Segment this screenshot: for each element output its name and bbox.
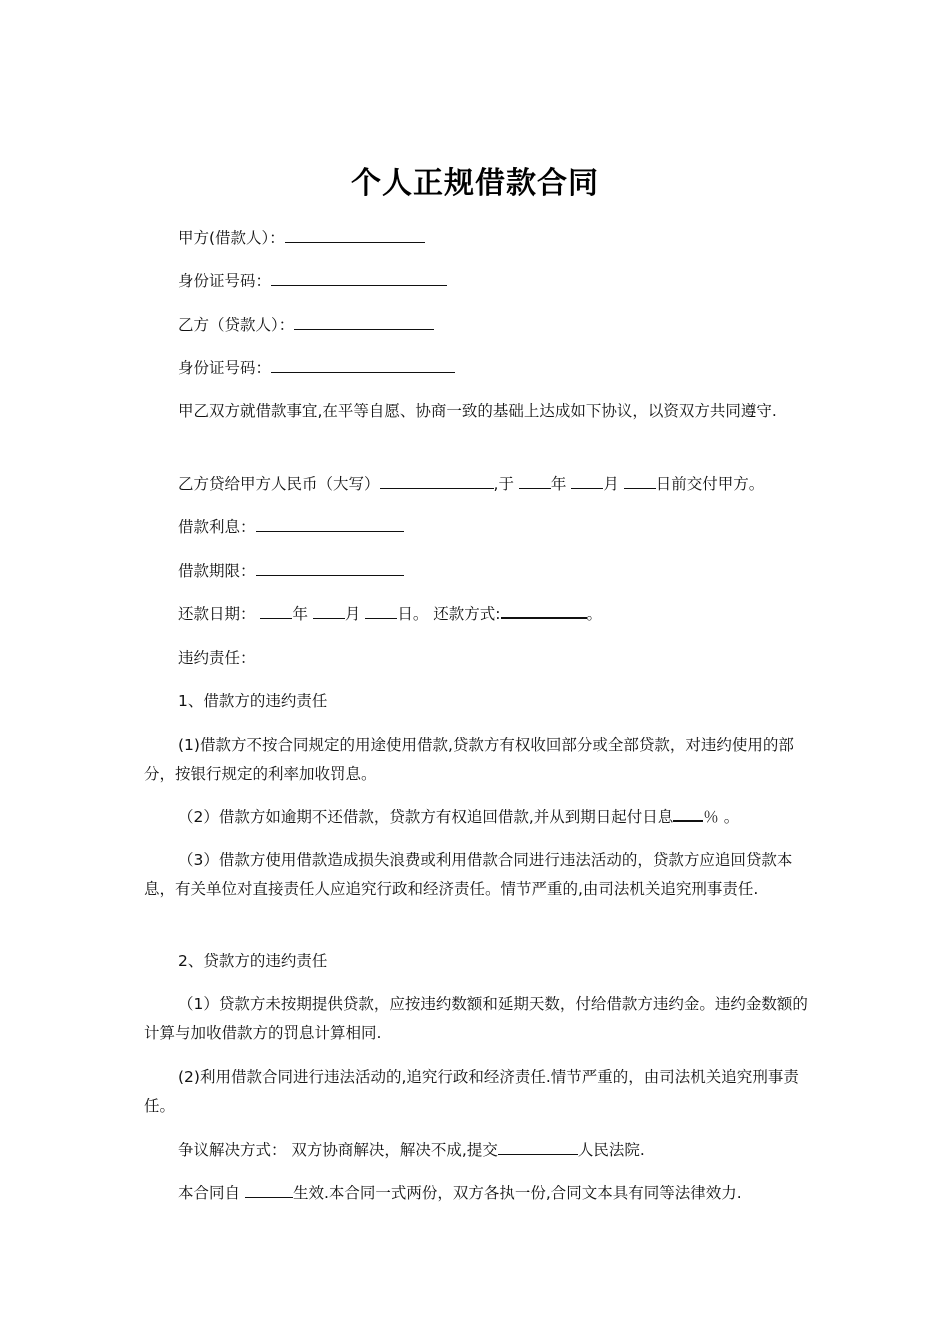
loan-day-blank[interactable] xyxy=(624,474,656,489)
interest-blank[interactable] xyxy=(256,517,404,532)
effect-line xyxy=(144,1179,808,1208)
party-b-label: 乙方（贷款人）： xyxy=(178,316,295,334)
party-b-id-label: 身份证号码： xyxy=(178,359,272,377)
effect-suffix: 生效.本合同一式两份，双方各执一份,合同文本具有同等法律效力. xyxy=(292,1184,742,1202)
dispute-prefix: 争议解决方式： 双方协商解决，解决不成,提交 xyxy=(178,1141,498,1159)
section-2-heading: 2、贷款方的违约责任 xyxy=(178,952,328,970)
loan-year-blank[interactable] xyxy=(519,474,551,489)
party-b-id-blank[interactable] xyxy=(271,358,455,373)
loan-amount-line xyxy=(144,470,808,499)
breach-heading: 违约责任： xyxy=(178,649,256,667)
repay-year-blank[interactable] xyxy=(260,604,292,619)
party-a-id-line xyxy=(144,267,808,296)
dispute-suffix: 人民法院. xyxy=(577,1141,645,1159)
daily-interest-blank[interactable] xyxy=(673,806,703,822)
repay-month-label: 月 xyxy=(344,605,361,623)
repay-line xyxy=(144,600,808,629)
term-blank[interactable] xyxy=(256,561,404,576)
party-b-line xyxy=(144,311,808,340)
party-b-id-line xyxy=(144,354,808,383)
repay-day-blank[interactable] xyxy=(365,604,397,619)
repay-year-label: 年 xyxy=(292,605,308,623)
interest-line xyxy=(144,513,808,542)
party-a-id-label: 身份证号码： xyxy=(178,272,272,290)
party-a-line xyxy=(144,224,808,253)
party-b-blank[interactable] xyxy=(294,315,434,330)
party-a-id-blank[interactable] xyxy=(271,271,447,286)
loan-month-blank[interactable] xyxy=(571,474,603,489)
term-label: 借款期限： xyxy=(178,562,256,580)
section-1-item-2 xyxy=(144,803,808,832)
section-2-item-2: (2)利用借款合同进行违法活动的,追究行政和经济责任.情节严重的，由司法机关追究刑事责任。 xyxy=(144,1068,799,1115)
loan-year-label: 年 xyxy=(550,475,567,493)
section-1-item-1: (1)借款方不按合同规定的用途使用借款,贷款方有权收回部分或全部贷款，对违约使用的部分，按银行规定的利率加收罚息。 xyxy=(144,736,794,783)
loan-day-label: 日前交付甲方。 xyxy=(655,475,765,493)
intro-paragraph: 甲乙双方就借款事宜,在平等自愿、协商一致的基础上达成如下协议，以资双方共同遵守. xyxy=(178,402,777,420)
section-1-item-3: （3）借款方使用借款造成损失浪费或利用借款合同进行违法活动的，贷款方应追回贷款本息，有关单位对直接责任人应追究行政和经济责任。情节严重的,由司法机关追究刑事责任. xyxy=(144,851,793,898)
loan-amount-blank[interactable] xyxy=(380,474,494,489)
term-line xyxy=(144,557,808,586)
loan-prefix: 乙方贷给甲方人民币（大写） xyxy=(178,475,380,493)
repay-end: 。 xyxy=(586,605,603,623)
section-2-item-1: （1）贷款方未按期提供贷款，应按违约数额和延期天数，付给借款方违约金。违约金数额的计算与加收借款方的罚息计算相同. xyxy=(144,995,808,1042)
s1-item2-prefix: （2）借款方如逾期不还借款，贷款方有权追回借款,并从到期日起付日息 xyxy=(178,808,674,826)
repay-month-blank[interactable] xyxy=(313,604,345,619)
page-title: 个人正规借款合同 xyxy=(351,166,599,201)
party-a-blank[interactable] xyxy=(285,228,425,243)
repay-day-label: 日。 还款方式: xyxy=(397,605,501,623)
dispute-line xyxy=(144,1136,808,1165)
section-1-heading: 1、借款方的违约责任 xyxy=(178,692,328,710)
loan-month-label: 月 xyxy=(603,475,619,493)
loan-yu: ,于 xyxy=(493,475,514,493)
repay-method-blank[interactable] xyxy=(501,603,587,619)
effect-prefix: 本合同自 xyxy=(178,1184,245,1202)
interest-label: 借款利息： xyxy=(178,518,256,536)
court-blank[interactable] xyxy=(498,1140,578,1155)
repay-prefix: 还款日期： xyxy=(178,605,256,623)
s1-item2-suffix: ％ 。 xyxy=(703,808,740,826)
effect-date-blank[interactable] xyxy=(245,1183,293,1198)
party-a-label: 甲方(借款人）： xyxy=(178,229,285,247)
